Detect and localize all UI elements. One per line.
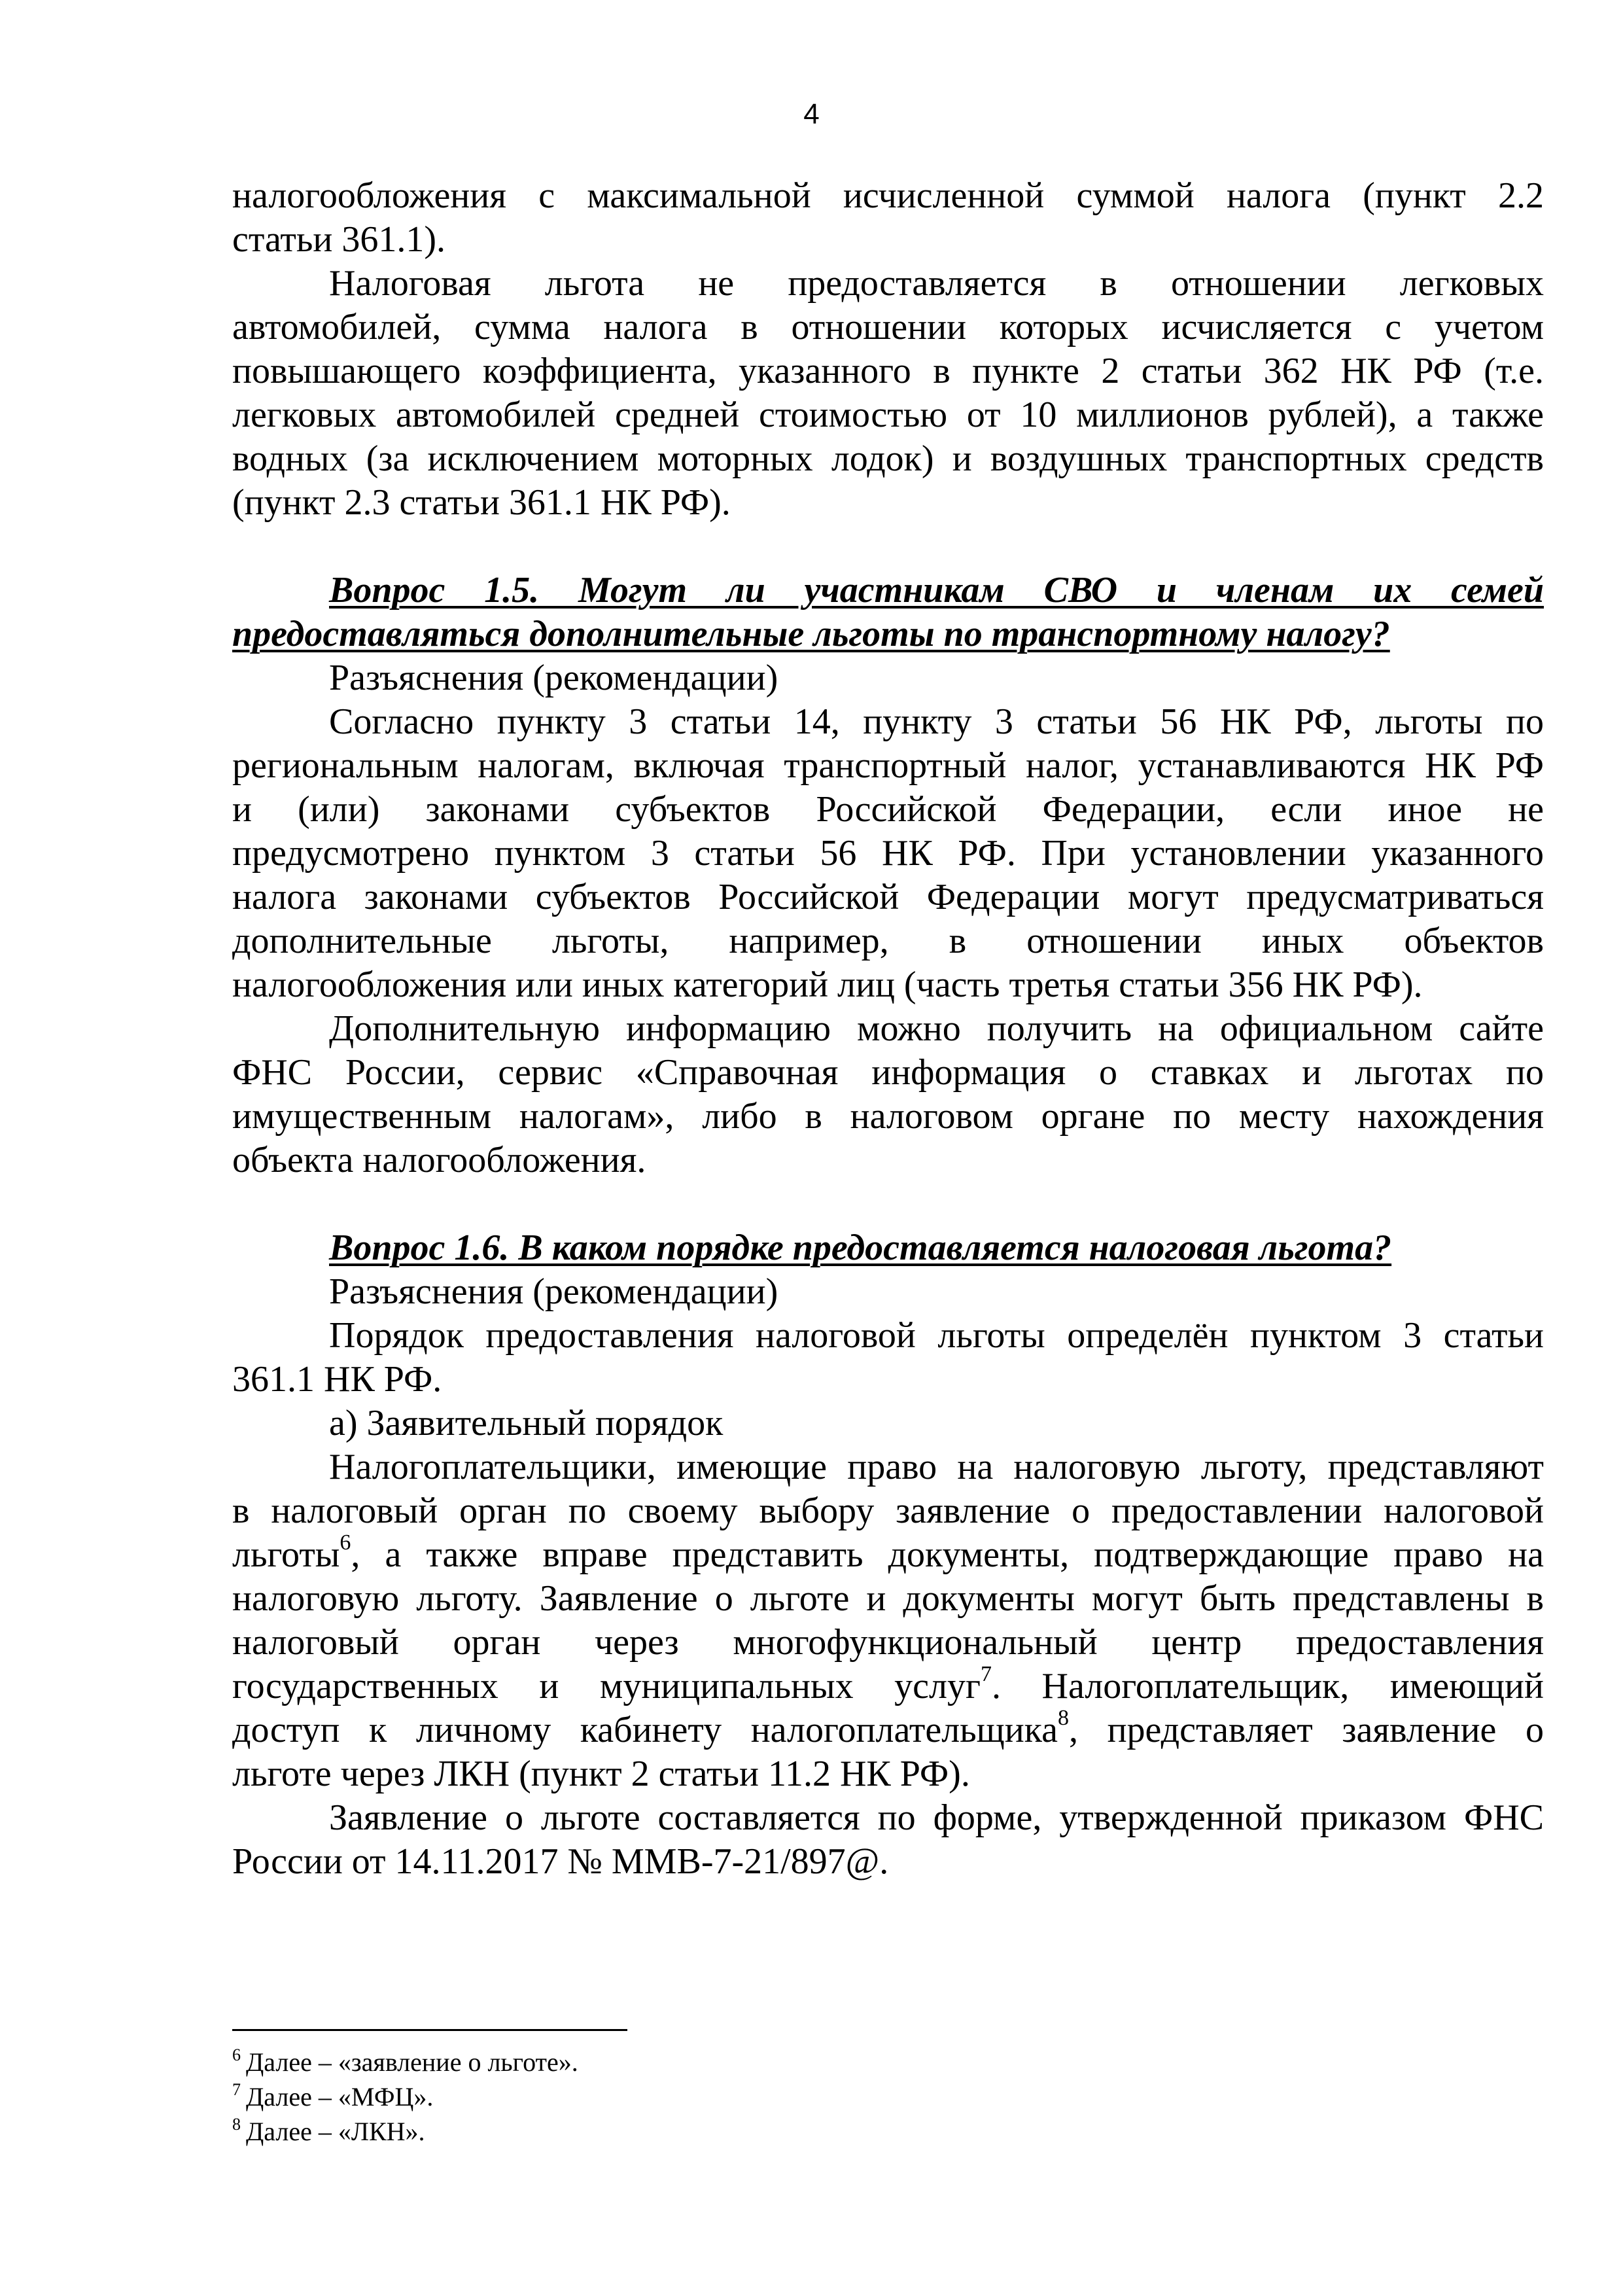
text-line: Налоговая льгота не предоставляется в отношении легковых	[329, 263, 1544, 304]
text-line-with-footnote	[232, 1530, 1544, 1577]
footnote-number: 8	[232, 2115, 241, 2134]
footnote-number: 7	[232, 2080, 241, 2099]
text-line: дополнительные льготы, например, в отношении иных объектов	[232, 921, 1544, 961]
heading-line: предоставляться дополнительные льготы по транспортному налогу?	[232, 614, 1390, 654]
text-line: налоговую льготу. Заявление о льготе и документы могут быть представлены в	[232, 1578, 1544, 1619]
footnote-ref-7[interactable]: 7	[980, 1662, 992, 1686]
text-line: налогообложения или иных категорий лиц (часть третья статьи 356 НК РФ).	[232, 964, 1423, 1005]
footnote-text: Далее – «заявление о льготе».	[246, 2047, 578, 2077]
footnote-8	[232, 2116, 1279, 2151]
footnote-ref-6[interactable]: 6	[340, 1530, 351, 1555]
text-line: Заявление о льготе составляется по форме, утвержденной приказом ФНС	[329, 1797, 1544, 1838]
text-line: 361.1 НК РФ.	[232, 1359, 442, 1400]
footnote-text: Далее – «ЛКН».	[246, 2117, 425, 2146]
text-line: региональным налогам, включая транспортный налог, устанавливаются НК РФ	[232, 745, 1544, 786]
text-segment: льготы	[232, 1534, 340, 1575]
text-line: (пункт 2.3 статьи 361.1 НК РФ).	[232, 482, 731, 523]
heading-line-wrap	[232, 569, 1544, 612]
text-line: льготе через ЛКН (пункт 2 статьи 11.2 НК РФ).	[232, 1754, 970, 1794]
text-line: Дополнительную информацию можно получить на официальном сайте	[329, 1008, 1544, 1049]
blank-line	[232, 525, 1544, 569]
text-line: Налогоплательщики, имеющие право на налоговую льготу, представляют	[329, 1447, 1544, 1487]
text-segment: доступ к личному кабинету налогоплательщика	[232, 1710, 1058, 1750]
text-line: и (или) законами субъектов Российской Федерации, если иное не	[232, 789, 1544, 830]
text-line: России от 14.11.2017 № ММВ-7-21/897@.	[232, 1841, 889, 1882]
list-item-a: а) Заявительный порядок	[329, 1403, 724, 1443]
text-line: предусмотрено пунктом 3 статьи 56 НК РФ. При установлении указанного	[232, 833, 1544, 874]
text-line: повышающего коэффициента, указанного в пункте 2 статьи 362 НК РФ (т.е.	[232, 351, 1544, 391]
text-segment: , представляет заявление о	[1068, 1710, 1544, 1750]
text-line: налога законами субъектов Российской Федерации могут предусматриваться	[232, 877, 1544, 917]
text-segment: государственных и муниципальных услуг	[232, 1666, 981, 1706]
text-line: легковых автомобилей средней стоимостью от 10 миллионов рублей), а также	[232, 395, 1544, 435]
heading-line: Вопрос 1.5. Могут ли участникам СВО и членам их семей	[329, 570, 1544, 610]
heading-line-wrap	[232, 612, 1544, 656]
heading-line: Вопрос 1.6. В каком порядке предоставляется налоговая льгота?	[329, 1227, 1392, 1268]
document-body	[232, 174, 1544, 1884]
blank-line	[232, 1182, 1544, 1226]
footnote-number: 6	[232, 2045, 241, 2064]
text-line: объекта налогообложения.	[232, 1140, 646, 1180]
text-line: ФНС России, сервис «Справочная информация о ставках и льготах по	[232, 1052, 1544, 1093]
subheading: Разъяснения (рекомендации)	[329, 658, 778, 698]
text-line: статьи 361.1).	[232, 219, 446, 260]
text-line: автомобилей, сумма налога в отношении которых исчисляется с учетом	[232, 307, 1544, 347]
footnote-ref-8[interactable]: 8	[1057, 1706, 1069, 1730]
footnote-7	[232, 2081, 1279, 2116]
footnote-text: Далее – «МФЦ».	[246, 2082, 434, 2111]
footnotes	[232, 2047, 1279, 2151]
text-line: налогообложения с максимальной исчисленной суммой налога (пункт 2.2	[232, 175, 1544, 216]
footnote-separator	[232, 2029, 627, 2031]
page-number: 4	[803, 98, 820, 130]
text-line: Согласно пункту 3 статьи 14, пункту 3 статьи 56 НК РФ, льготы по	[329, 701, 1544, 742]
text-line: в налоговый орган по своему выбору заявление о предоставлении налоговой	[232, 1491, 1544, 1531]
footnote-6	[232, 2047, 1279, 2081]
text-segment: . Налогоплательщик, имеющий	[991, 1666, 1544, 1706]
text-segment: , а также вправе представить документы, подтверждающие право на	[351, 1534, 1544, 1575]
text-line: водных (за исключением моторных лодок) и воздушных транспортных средств	[232, 438, 1544, 479]
question-1-6-heading	[232, 1226, 1544, 1270]
text-line-with-footnote	[232, 1662, 1544, 1708]
subheading: Разъяснения (рекомендации)	[329, 1271, 778, 1312]
text-line: Порядок предоставления налоговой льготы определён пунктом 3 статьи	[329, 1315, 1544, 1356]
text-line: имущественным налогам», либо в налоговом органе по месту нахождения	[232, 1096, 1544, 1137]
text-line-with-footnote	[232, 1708, 1544, 1752]
question-1-5-heading	[232, 569, 1544, 656]
text-line: налоговый орган через многофункциональный центр предоставления	[232, 1622, 1544, 1663]
